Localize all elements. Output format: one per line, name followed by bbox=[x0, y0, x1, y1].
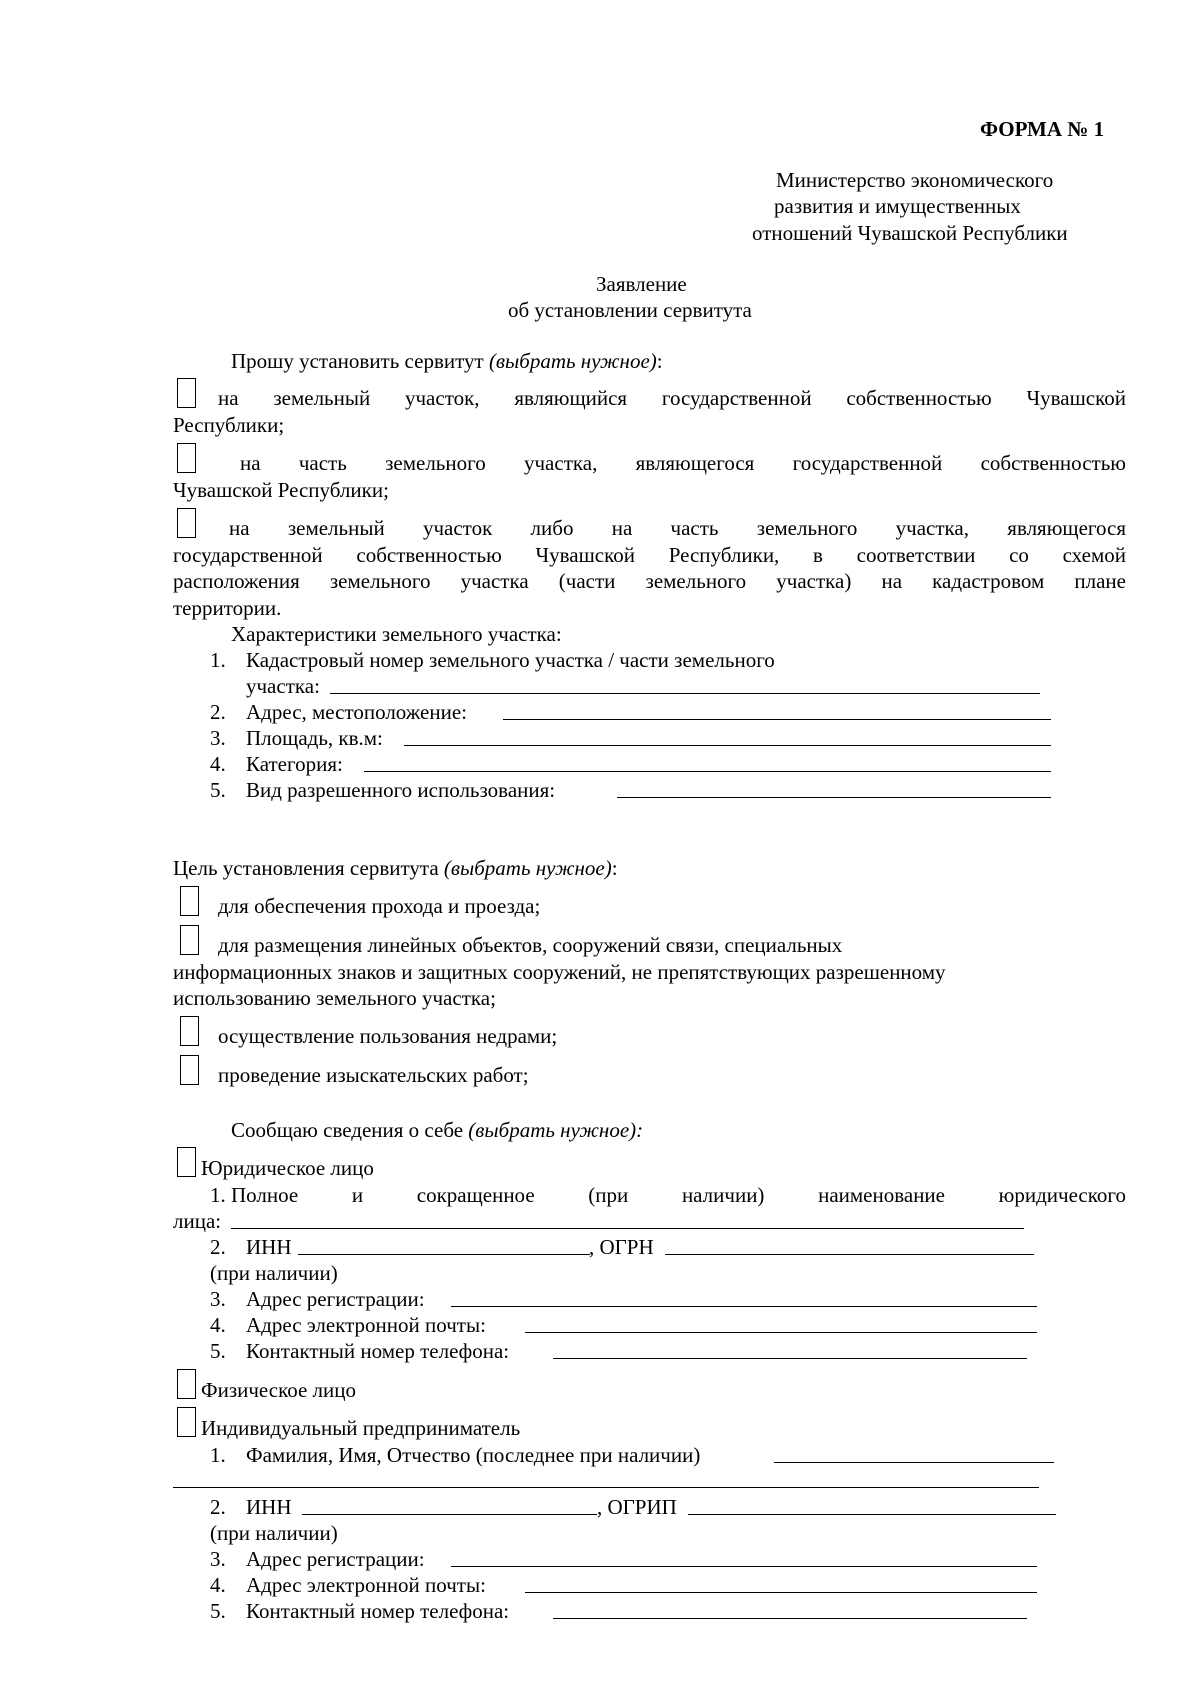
land-item-4-num: 4. bbox=[210, 752, 226, 776]
individual-checkbox[interactable] bbox=[177, 1369, 196, 1399]
legal-entity-checkbox[interactable] bbox=[177, 1147, 196, 1177]
legal-inn-field[interactable] bbox=[298, 1254, 590, 1255]
land-item-4-label: Категория: bbox=[246, 752, 343, 776]
ie-ogrip-field[interactable] bbox=[688, 1514, 1056, 1515]
applicant-heading: Сообщаю сведения о себе (выбрать нужное): bbox=[231, 1118, 644, 1142]
legal-item-4-num: 4. bbox=[210, 1313, 226, 1337]
land-item-1-label: Кадастровый номер земельного участка / части земельного bbox=[246, 648, 775, 672]
purpose-option-2-text: для размещения линейных объектов, сооружений связи, специальных bbox=[218, 933, 843, 957]
legal-item-2-num: 2. bbox=[210, 1235, 226, 1259]
purpose-option-2-checkbox[interactable] bbox=[180, 925, 199, 955]
request-option-2-text: на часть земельного участка, являющегося государственной собственностью bbox=[240, 451, 1126, 475]
purpose-heading: Цель установления сервитута (выбрать нужное): bbox=[173, 856, 618, 880]
request-option-2-checkbox[interactable] bbox=[177, 443, 196, 473]
land-item-2-num: 2. bbox=[210, 700, 226, 724]
ie-email-field[interactable] bbox=[525, 1592, 1037, 1593]
land-item-5-num: 5. bbox=[210, 778, 226, 802]
legal-ogrn-label: , ОГРН bbox=[589, 1235, 654, 1259]
land-item-3-num: 3. bbox=[210, 726, 226, 750]
address-field[interactable] bbox=[503, 719, 1051, 720]
land-item-5-label: Вид разрешенного использования: bbox=[246, 778, 556, 802]
ie-fullname-field-1[interactable] bbox=[774, 1462, 1054, 1463]
ie-ogrip-note: (при наличии) bbox=[210, 1521, 338, 1545]
entrepreneur-checkbox[interactable] bbox=[177, 1407, 196, 1437]
entrepreneur-label: Индивидуальный предприниматель bbox=[201, 1416, 521, 1440]
addressee-line-1: Министерство экономического bbox=[776, 168, 1054, 192]
request-option-1-checkbox[interactable] bbox=[177, 378, 196, 408]
land-heading: Характеристики земельного участка: bbox=[231, 622, 562, 646]
ie-ogrip-label: , ОГРИП bbox=[597, 1495, 677, 1519]
legal-item-1-text: 1. Полное и сокращенное (при наличии) наименование юридического bbox=[210, 1183, 1126, 1207]
request-option-3-checkbox[interactable] bbox=[177, 508, 196, 538]
purpose-option-4-checkbox[interactable] bbox=[180, 1055, 199, 1085]
purpose-option-1-text: для обеспечения прохода и проезда; bbox=[218, 894, 541, 918]
legal-item-1-cont: лица: bbox=[173, 1209, 222, 1233]
ie-item-2-num: 2. bbox=[210, 1495, 226, 1519]
ie-reg-address-field[interactable] bbox=[451, 1566, 1037, 1567]
request-option-2-cont: Чувашской Республики; bbox=[173, 478, 389, 502]
request-option-3-cont-2: расположения земельного участка (части земельного участка) на кадастровом плане bbox=[173, 569, 1126, 593]
individual-label: Физическое лицо bbox=[201, 1378, 357, 1402]
land-item-3-label: Площадь, кв.м: bbox=[246, 726, 383, 750]
purpose-option-4-text: проведение изыскательских работ; bbox=[218, 1063, 529, 1087]
land-item-2-label: Адрес, местоположение: bbox=[246, 700, 467, 724]
form-number: ФОРМА № 1 bbox=[980, 117, 1105, 141]
ie-reg-address-label: Адрес регистрации: bbox=[246, 1547, 425, 1571]
ie-item-3-num: 3. bbox=[210, 1547, 226, 1571]
legal-phone-field[interactable] bbox=[553, 1358, 1027, 1359]
legal-item-5-num: 5. bbox=[210, 1339, 226, 1363]
area-field[interactable] bbox=[404, 745, 1051, 746]
request-option-1-cont: Республики; bbox=[173, 413, 285, 437]
document-title: Заявление bbox=[596, 272, 687, 296]
land-item-1-num: 1. bbox=[210, 648, 226, 672]
legal-name-field[interactable] bbox=[231, 1228, 1024, 1229]
legal-entity-label: Юридическое лицо bbox=[201, 1156, 374, 1180]
land-item-1-label-cont: участка: bbox=[246, 674, 320, 698]
document-subtitle: об установлении сервитута bbox=[508, 298, 752, 322]
legal-phone-label: Контактный номер телефона: bbox=[246, 1339, 510, 1363]
legal-email-field[interactable] bbox=[525, 1332, 1037, 1333]
ie-fullname-label: Фамилия, Имя, Отчество (последнее при наличии) bbox=[246, 1443, 701, 1467]
ie-email-label: Адрес электронной почты: bbox=[246, 1573, 486, 1597]
legal-item-3-num: 3. bbox=[210, 1287, 226, 1311]
request-intro: Прошу установить сервитут (выбрать нужное): bbox=[231, 349, 663, 373]
category-field[interactable] bbox=[364, 771, 1051, 772]
legal-email-label: Адрес электронной почты: bbox=[246, 1313, 486, 1337]
addressee-line-2: развития и имущественных bbox=[774, 194, 1021, 218]
legal-inn-label: ИНН bbox=[246, 1235, 292, 1259]
ie-inn-field[interactable] bbox=[302, 1514, 597, 1515]
legal-ogrn-field[interactable] bbox=[665, 1254, 1034, 1255]
addressee-line-3: отношений Чувашской Республики bbox=[752, 221, 1068, 245]
purpose-option-3-checkbox[interactable] bbox=[180, 1016, 199, 1046]
legal-reg-address-label: Адрес регистрации: bbox=[246, 1287, 425, 1311]
purpose-option-3-text: осуществление пользования недрами; bbox=[218, 1024, 558, 1048]
request-option-3-cont-1: государственной собственностью Чувашской Республики, в соответствии со схемой bbox=[173, 543, 1126, 567]
ie-fullname-field-2[interactable] bbox=[173, 1487, 1039, 1488]
cadastral-number-field[interactable] bbox=[330, 693, 1040, 694]
ie-item-1-num: 1. bbox=[210, 1443, 226, 1467]
ie-item-4-num: 4. bbox=[210, 1573, 226, 1597]
purpose-option-2-cont-2: использованию земельного участка; bbox=[173, 986, 496, 1010]
request-option-3-cont-3: территории. bbox=[173, 596, 282, 620]
ie-phone-field[interactable] bbox=[553, 1618, 1027, 1619]
legal-ogrn-note: (при наличии) bbox=[210, 1261, 338, 1285]
permitted-use-field[interactable] bbox=[617, 797, 1051, 798]
ie-inn-label: ИНН bbox=[246, 1495, 292, 1519]
legal-reg-address-field[interactable] bbox=[451, 1306, 1037, 1307]
request-option-1-text: на земельный участок, являющийся государственной собственностью Чувашской bbox=[218, 386, 1126, 410]
request-option-3-text: на земельный участок либо на часть земельного участка, являющегося bbox=[229, 516, 1126, 540]
purpose-option-2-cont-1: информационных знаков и защитных сооружений, не препятствующих разрешенному bbox=[173, 960, 946, 984]
purpose-option-1-checkbox[interactable] bbox=[180, 886, 199, 916]
ie-phone-label: Контактный номер телефона: bbox=[246, 1599, 510, 1623]
ie-item-5-num: 5. bbox=[210, 1599, 226, 1623]
